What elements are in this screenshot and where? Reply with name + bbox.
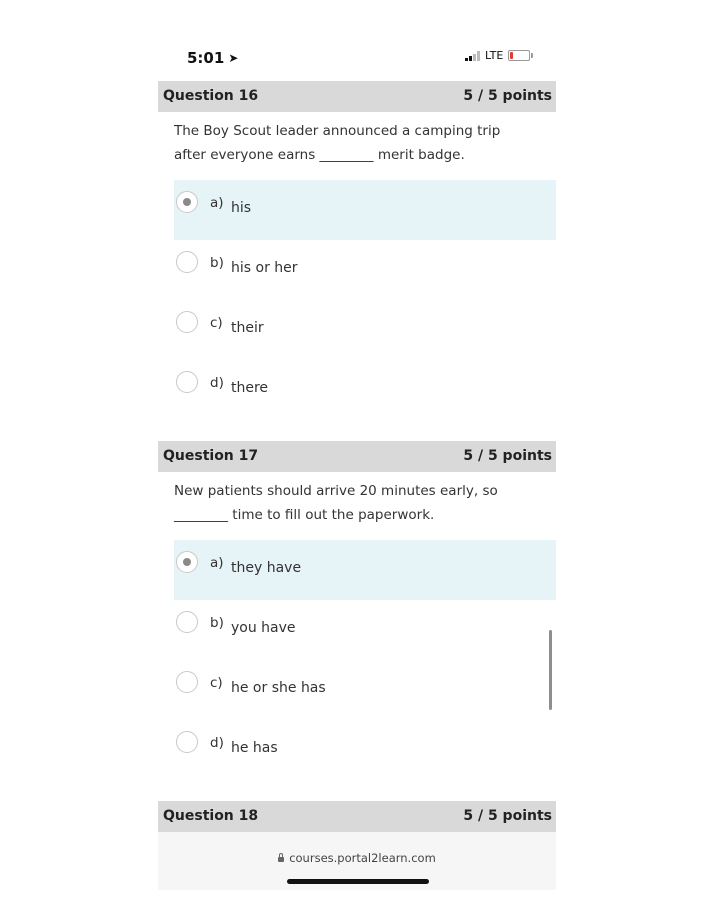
question-header [158,441,556,472]
option-letter: a) [210,195,224,211]
radio-button[interactable] [176,371,198,393]
radio-button[interactable] [176,611,198,633]
lock-icon [278,857,284,862]
answer-option-b[interactable] [174,600,556,660]
battery-icon [508,50,530,61]
question-text-line: after everyone earns ________ merit badge. [174,147,465,163]
url-row[interactable] [158,851,556,865]
answer-option-a[interactable] [174,180,556,240]
option-text: you have [231,620,296,636]
answer-option-c[interactable] [174,300,556,360]
radio-button[interactable] [176,251,198,273]
option-letter: b) [210,615,224,631]
url-text[interactable]: courses.portal2learn.com [289,851,436,865]
answer-option-a[interactable] [174,540,556,600]
status-bar [0,0,714,80]
radio-button[interactable] [176,311,198,333]
network-type: LTE [485,49,504,62]
question-points: 5 / 5 points [463,808,552,824]
radio-dot-icon [183,558,191,566]
home-indicator[interactable] [287,879,429,884]
radio-button[interactable] [176,731,198,753]
status-time [187,49,238,67]
signal-icon [465,51,480,61]
question-text-line: The Boy Scout leader announced a camping trip [174,123,501,139]
option-text: there [231,380,269,396]
option-text: their [231,320,264,336]
option-text: he has [231,740,278,756]
question-text-line: ________ time to fill out the paperwork. [174,507,435,523]
question-header [158,801,556,832]
question-text-line: New patients should arrive 20 minutes early, so [174,483,498,499]
option-text: his [231,200,252,216]
answer-option-d[interactable] [174,720,556,780]
option-text: he or she has [231,680,326,696]
option-letter: c) [210,675,223,691]
radio-button-selected[interactable] [176,551,198,573]
status-indicators [465,49,530,62]
question-text [174,119,544,167]
question-header [158,81,556,112]
question-text [174,479,544,527]
answer-option-c[interactable] [174,660,556,720]
radio-button[interactable] [176,671,198,693]
question-title: Question 18 [163,808,259,824]
radio-dot-icon [183,198,191,206]
option-letter: a) [210,555,224,571]
option-letter: d) [210,735,224,751]
option-text: they have [231,560,302,576]
clock-time: 5:01 [187,49,225,67]
answer-option-d[interactable] [174,360,556,420]
scrollbar[interactable] [549,630,552,710]
location-arrow-icon: ➤ [228,51,239,65]
option-text: his or her [231,260,298,276]
question-title: Question 17 [163,448,259,464]
question-points: 5 / 5 points [463,448,552,464]
radio-button-selected[interactable] [176,191,198,213]
question-points: 5 / 5 points [463,88,552,104]
option-letter: c) [210,315,223,331]
question-title: Question 16 [163,88,259,104]
option-letter: d) [210,375,224,391]
answer-option-b[interactable] [174,240,556,300]
option-letter: b) [210,255,224,271]
